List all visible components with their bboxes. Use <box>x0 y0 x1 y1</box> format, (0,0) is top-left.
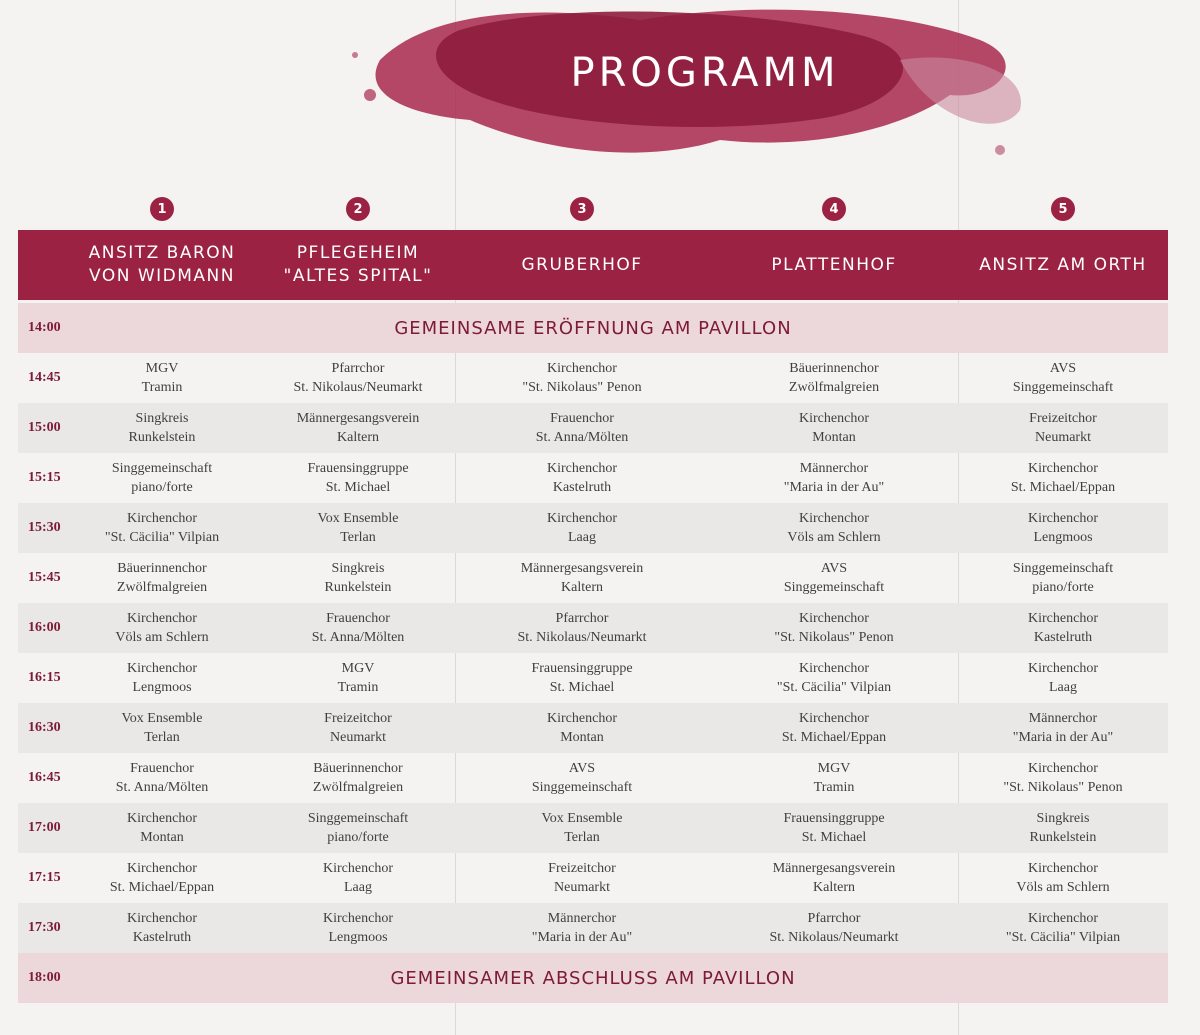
table-row <box>18 553 1168 603</box>
venue-header-5: ANSITZ AM ORTH <box>979 254 1147 275</box>
choir-cell: Singgemeinschaft piano/forte <box>307 811 409 845</box>
choir-cell: AVS Singgemeinschaft <box>783 561 885 595</box>
choir-cell: Männergesangsverein Kaltern <box>296 411 420 445</box>
venue-number-badge-5: 5 <box>1051 197 1075 221</box>
choir-cell: Frauensinggruppe St. Michael <box>783 811 885 845</box>
choir-cell: Vox Ensemble Terlan <box>541 811 623 845</box>
choir-cell: Kirchenchor Laag <box>547 511 617 545</box>
choir-cell: Freizeitchor Neumarkt <box>1029 411 1097 445</box>
choir-cell: Singkreis Runkelstein <box>324 561 392 595</box>
choir-cell: Männergesangsverein Kaltern <box>520 561 644 595</box>
choir-cell: Singkreis Runkelstein <box>128 411 196 445</box>
choir-cell: Frauenchor St. Anna/Mölten <box>311 611 405 645</box>
choir-cell: Männerchor "Maria in der Au" <box>783 461 885 495</box>
choir-cell: Pfarrchor St. Nikolaus/Neumarkt <box>769 911 899 945</box>
choir-cell: Kirchenchor Montan <box>127 811 197 845</box>
table-row <box>18 353 1168 403</box>
choir-cell: Freizeitchor Neumarkt <box>324 711 392 745</box>
table-row <box>18 403 1168 453</box>
time-label: 17:15 <box>28 870 61 885</box>
venue-header-3: GRUBERHOF <box>521 254 643 275</box>
choir-cell: Kirchenchor Laag <box>1028 661 1098 695</box>
choir-cell: Männergesangsverein Kaltern <box>772 861 896 895</box>
choir-cell: Kirchenchor Montan <box>547 711 617 745</box>
venue-number-badge-2: 2 <box>346 197 370 221</box>
choir-cell: Kirchenchor Lengmoos <box>127 661 197 695</box>
table-row <box>18 903 1168 953</box>
choir-cell: Männerchor "Maria in der Au" <box>531 911 633 945</box>
choir-cell: Kirchenchor Lengmoos <box>323 911 393 945</box>
choir-cell: AVS Singgemeinschaft <box>531 761 633 795</box>
choir-cell: Kirchenchor Laag <box>323 861 393 895</box>
choir-cell: Kirchenchor St. Michael/Eppan <box>781 711 887 745</box>
choir-cell: Kirchenchor "St. Nikolaus" Penon <box>522 361 642 395</box>
choir-cell: Kirchenchor Völs am Schlern <box>787 511 881 545</box>
time-label: 14:00 <box>28 320 61 335</box>
time-label: 16:15 <box>28 670 61 685</box>
venue-header-bar <box>18 230 1168 300</box>
choir-cell: Frauensinggruppe St. Michael <box>307 461 409 495</box>
choir-cell: Frauenchor St. Anna/Mölten <box>115 761 209 795</box>
choir-cell: Kirchenchor Kastelruth <box>1028 611 1098 645</box>
choir-cell: Kirchenchor "St. Nikolaus" Penon <box>1003 761 1123 795</box>
venue-number-badge-4: 4 <box>822 197 846 221</box>
time-label: 14:45 <box>28 370 61 385</box>
table-row <box>18 653 1168 703</box>
venue-header-1: ANSITZ BARON VON WIDMANN <box>88 243 236 286</box>
choir-cell: Kirchenchor Lengmoos <box>1028 511 1098 545</box>
choir-cell: MGV Tramin <box>141 361 183 395</box>
table-row <box>18 703 1168 753</box>
choir-cell: Kirchenchor St. Michael/Eppan <box>1010 461 1116 495</box>
table-row <box>18 853 1168 903</box>
venue-number-badge-1: 1 <box>150 197 174 221</box>
opening-row <box>18 303 1168 353</box>
closing-row <box>18 953 1168 1003</box>
choir-cell: Singkreis Runkelstein <box>1029 811 1097 845</box>
choir-cell: Singgemeinschaft piano/forte <box>1012 561 1114 595</box>
choir-cell: Kirchenchor "St. Nikolaus" Penon <box>774 611 894 645</box>
choir-cell: Singgemeinschaft piano/forte <box>111 461 213 495</box>
table-row <box>18 453 1168 503</box>
choir-cell: MGV Tramin <box>813 761 855 795</box>
choir-cell: Kirchenchor "St. Cäcilia" Vilpian <box>776 661 892 695</box>
time-label: 16:00 <box>28 620 61 635</box>
choir-cell: Kirchenchor Kastelruth <box>547 461 617 495</box>
choir-cell: Kirchenchor Völs am Schlern <box>1016 861 1110 895</box>
table-row <box>18 753 1168 803</box>
choir-cell: AVS Singgemeinschaft <box>1012 361 1114 395</box>
choir-cell: Frauenchor St. Anna/Mölten <box>535 411 629 445</box>
choir-cell: Kirchenchor "St. Cäcilia" Vilpian <box>1005 911 1121 945</box>
time-label: 18:00 <box>28 970 61 985</box>
table-row <box>18 503 1168 553</box>
time-label: 16:30 <box>28 720 61 735</box>
choir-cell: Pfarrchor St. Nikolaus/Neumarkt <box>293 361 423 395</box>
time-label: 15:45 <box>28 570 61 585</box>
choir-cell: Bäuerinnenchor Zwölfmalgreien <box>312 761 404 795</box>
closing-text: GEMEINSAMER ABSCHLUSS AM PAVILLON <box>390 967 796 989</box>
choir-cell: Vox Ensemble Terlan <box>317 511 399 545</box>
choir-cell: Kirchenchor Montan <box>799 411 869 445</box>
time-label: 17:00 <box>28 820 61 835</box>
time-label: 15:15 <box>28 470 61 485</box>
choir-cell: Kirchenchor Völs am Schlern <box>115 611 209 645</box>
table-row <box>18 803 1168 853</box>
choir-cell: Freizeitchor Neumarkt <box>548 861 616 895</box>
choir-cell: Vox Ensemble Terlan <box>121 711 203 745</box>
choir-cell: Kirchenchor Kastelruth <box>127 911 197 945</box>
choir-cell: Kirchenchor "St. Cäcilia" Vilpian <box>104 511 220 545</box>
opening-text: GEMEINSAME ERÖFFNUNG AM PAVILLON <box>394 317 792 339</box>
table-row <box>18 603 1168 653</box>
time-label: 15:00 <box>28 420 61 435</box>
time-label: 16:45 <box>28 770 61 785</box>
choir-cell: Pfarrchor St. Nikolaus/Neumarkt <box>517 611 647 645</box>
choir-cell: Kirchenchor St. Michael/Eppan <box>109 861 215 895</box>
time-label: 15:30 <box>28 520 61 535</box>
page-title: PROGRAMM <box>570 50 840 96</box>
choir-cell: Bäuerinnenchor Zwölfmalgreien <box>116 561 208 595</box>
choir-cell: Bäuerinnenchor Zwölfmalgreien <box>788 361 880 395</box>
venue-header-4: PLATTENHOF <box>771 254 897 275</box>
choir-cell: Frauensinggruppe St. Michael <box>531 661 633 695</box>
venue-header-2: PFLEGEHEIM "ALTES SPITAL" <box>283 243 433 286</box>
venue-number-badge-3: 3 <box>570 197 594 221</box>
time-label: 17:30 <box>28 920 61 935</box>
choir-cell: MGV Tramin <box>337 661 379 695</box>
choir-cell: Männerchor "Maria in der Au" <box>1012 711 1114 745</box>
